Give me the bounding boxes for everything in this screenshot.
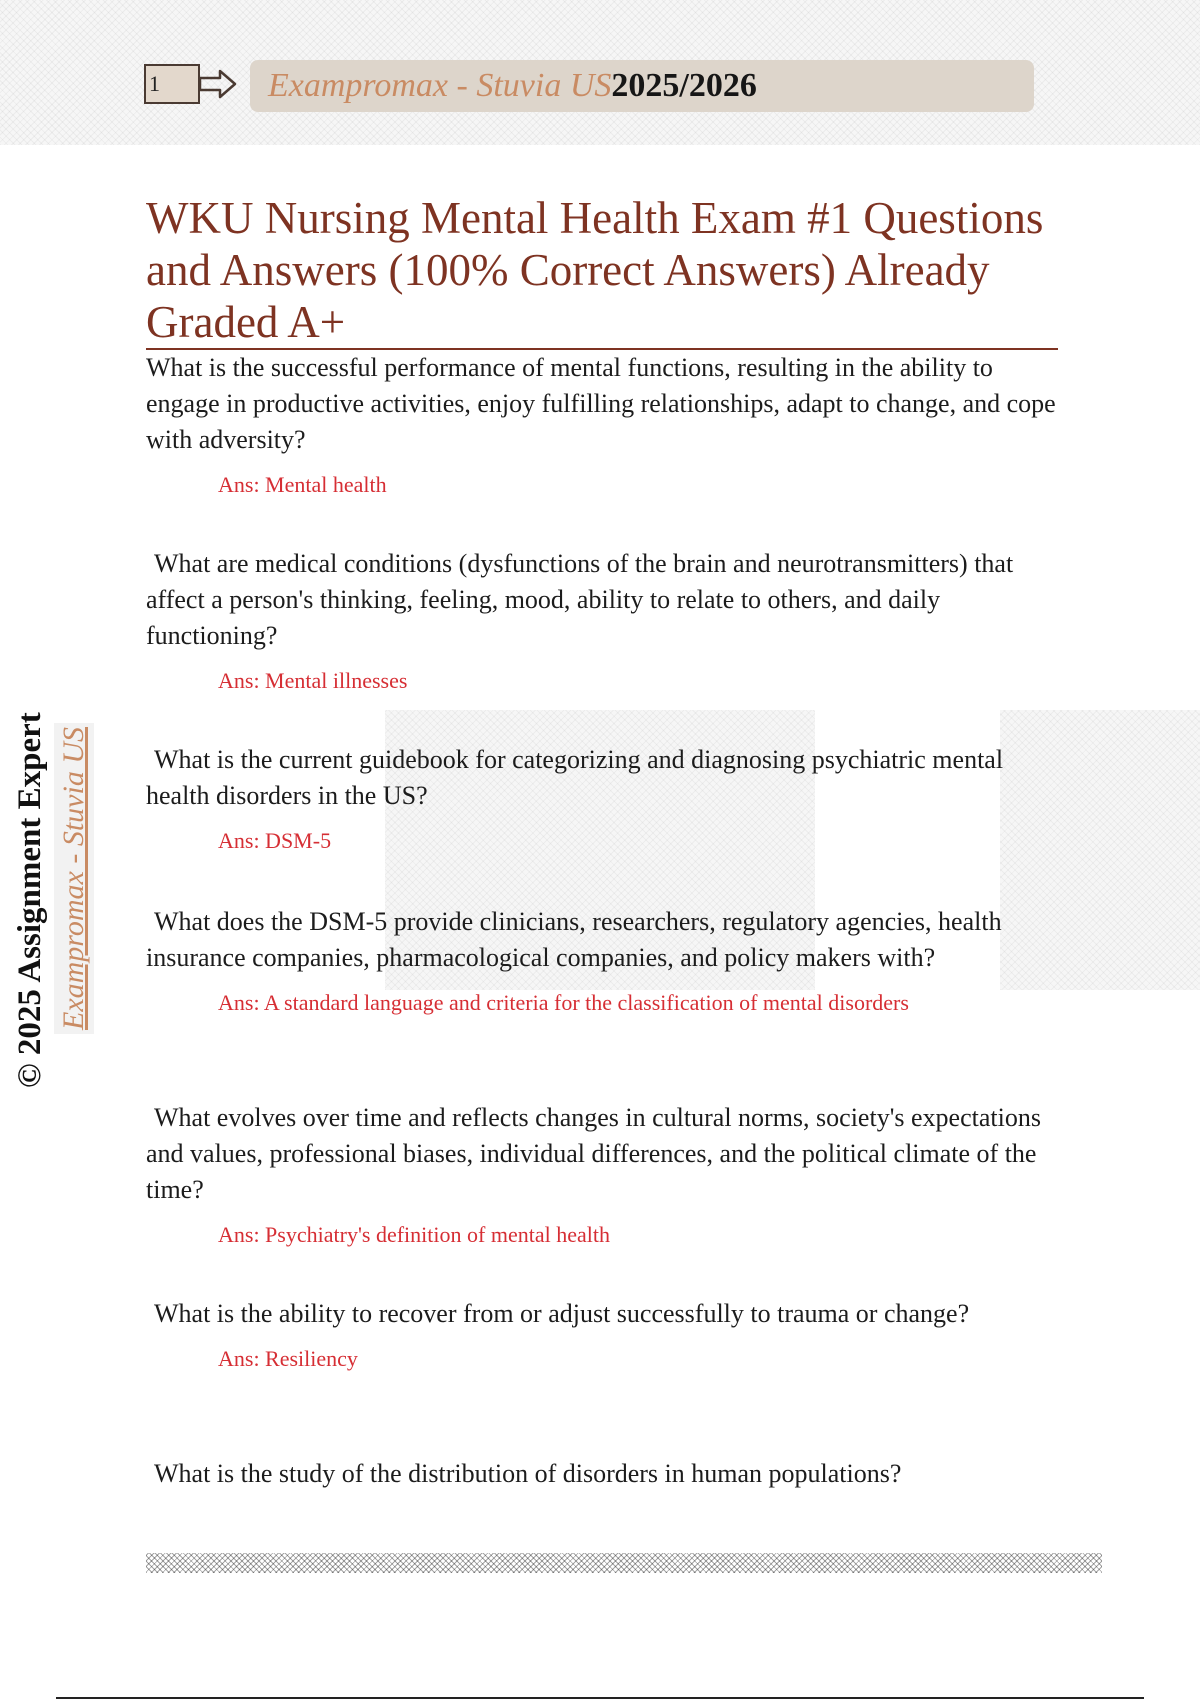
- page-number-box: [144, 64, 200, 104]
- arrow-right-icon: [198, 68, 238, 100]
- question-text: What is the ability to recover from or adjust successfully to trauma or change?: [154, 1299, 970, 1328]
- question-text: What are medical conditions (dysfunctions of the brain and neurotransmitters) that affect a person's thinking, feeling, mood, ability to relate to others, and daily functioning?: [146, 549, 1014, 650]
- side-copyright: © 2025 Assignment Expert: [12, 712, 48, 1088]
- page-number: 1: [149, 71, 160, 96]
- answer-text: Ans: DSM-5: [218, 828, 332, 853]
- header-banner: [250, 60, 1034, 112]
- answer-text: Ans: Resiliency: [218, 1346, 358, 1371]
- header-year: 2025/2026: [611, 67, 757, 104]
- qa-item: [146, 350, 1058, 500]
- qa-item: [146, 904, 1058, 1018]
- qa-item: [146, 1456, 1058, 1492]
- answer-text: Ans: A standard language and criteria for the classification of mental disorders: [218, 990, 909, 1015]
- answer-text: Ans: Psychiatry's definition of mental health: [218, 1222, 610, 1247]
- question-text: What is the study of the distribution of disorders in human populations?: [154, 1459, 902, 1488]
- header-band: [0, 0, 1200, 145]
- bottom-rule: [56, 1697, 1144, 1699]
- answer-text: Ans: Mental health: [218, 472, 387, 497]
- question-text: What is the successful performance of mental functions, resulting in the ability to engage in productive activities, enjoy fulfilling relationships, adapt to change, and cope with adversity?: [146, 353, 1056, 454]
- question-text: What is the current guidebook for categorizing and diagnosing psychiatric mental health disorders in the US?: [146, 745, 1004, 810]
- question-text: What evolves over time and reflects changes in cultural norms, society's expectations and values, professional biases, individual differences, and the political climate of the time?: [146, 1103, 1041, 1204]
- qa-item: [146, 1296, 1058, 1374]
- question-text: What does the DSM-5 provide clinicians, researchers, regulatory agencies, health insurance companies, pharmacological companies, and policy makers with?: [146, 907, 1002, 972]
- header-brand: [268, 67, 757, 105]
- footer-divider: [146, 1553, 1102, 1573]
- header-brand-text: Exampromax - Stuvia US: [268, 67, 612, 104]
- qa-item: [146, 742, 1058, 856]
- side-brand: Exampromax - Stuvia US: [54, 723, 94, 1034]
- qa-item: [146, 1100, 1058, 1250]
- document-title: WKU Nursing Mental Health Exam #1 Questions and Answers (100% Correct Answers) Already Graded A+: [146, 193, 1044, 347]
- qa-item: [146, 546, 1058, 696]
- answer-text: Ans: Mental illnesses: [218, 668, 408, 693]
